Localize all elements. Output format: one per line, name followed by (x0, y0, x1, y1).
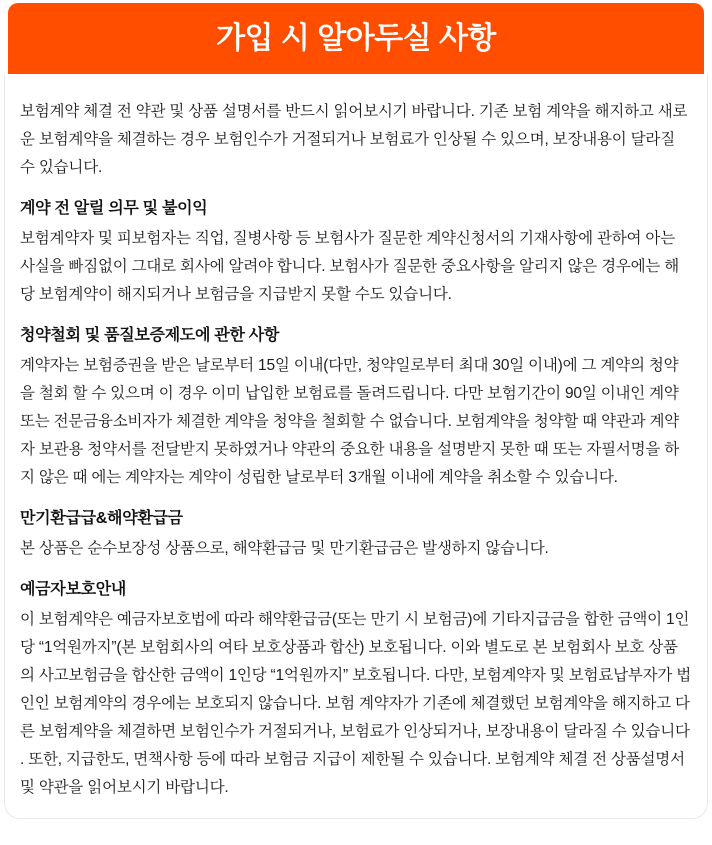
section-heading: 예금자보호안내 (20, 581, 127, 598)
section-body: 계약자는 보험증권을 받은 날로부터 15일 이내(다만, 청약일로부터 최대 30일 이내)에 그 계약의 청약을 철회 할 수 있으며 이 경우 이미 납입한 보험료를 돌려드립니다. 다만 보험기간이 90일 이내인 계약 또는 전문금융소비자가 체결한 계약을 청약을 철회할 수 없습니다. 보험계약을 청약할 때 약관과 계약자 보관용 청약서를 전달받지 못하였거나 약관의 중요한 내용을 설명받지 못한 때 또는 자필서명을 하지 않은 때 에는 계약자는 계약이 성립한 날로부터 3개월 이내에 계약을 취소할 수 있습니다. (20, 357, 680, 486)
section-heading: 만기환급급&해약환급금 (20, 510, 183, 527)
section-depositor-protection (20, 580, 692, 802)
section-heading: 청약철회 및 품질보증제도에 관한 사항 (20, 327, 280, 344)
page-title: 가입 시 알아두실 사항 (216, 21, 496, 55)
notice-header-banner (8, 3, 704, 74)
notice-card (4, 74, 708, 819)
intro-paragraph: 보험계약 체결 전 약관 및 상품 설명서를 반드시 읽어보시기 바랍니다. 기존 보험 계약을 해지하고 새로운 보험계약을 체결하는 경우 보험인수가 거절되거나 보험료가 인상될 수 있으며, 보장내용이 달라질 수 있습니다. (20, 103, 688, 176)
section-maturity-surrender-refund (20, 509, 692, 563)
section-heading: 계약 전 알릴 의무 및 불이익 (20, 200, 208, 217)
section-subscription-withdrawal (20, 326, 692, 492)
section-body: 이 보험계약은 예금자보호법에 따라 해약환급금(또는 만기 시 보험금)에 기타지급금을 합한 금액이 1인당 “1억원까지”(본 보험회사의 여타 보호상품과 합산) 보호됩니다. 이와 별도로 본 보험회사 보호 상품의 사고보험금을 합산한 금액이 1인당 “1억원까지” 보호됩니다. 다만, 보험계약자 및 보험료납부자가 법인인 보험계약의 경우에는 보호되지 않습니다. 보험 계약자가 기존에 체결했던 보험계약을 해지하고 다른 보험계약을 체결하면 보험인수가 거절되거나, 보험료가 인상되거나, 보장내용이 달라질 수 있습니다. 또한, 지급한도, 면책사항 등에 따라 보험금 지급이 제한될 수 있습니다. 보험계약 체결 전 상품설명서 및 약관을 읽어보시기 바랍니다. (20, 611, 692, 796)
section-body: 본 상품은 순수보장성 상품으로, 해약환급금 및 만기환급금은 발생하지 않습니다. (20, 540, 549, 557)
section-pre-contract-disclosure-duty (20, 199, 692, 309)
section-body: 보험계약자 및 피보험자는 직업, 질병사항 등 보험사가 질문한 계약신청서의 기재사항에 관하여 아는 사실을 빠짐없이 그대로 회사에 알려야 합니다. 보험사가 질문한 중요사항을 알리지 않은 경우에는 해당 보험계약이 해지되거나 보험금을 지급받지 못할 수도 있습니다. (20, 230, 680, 303)
